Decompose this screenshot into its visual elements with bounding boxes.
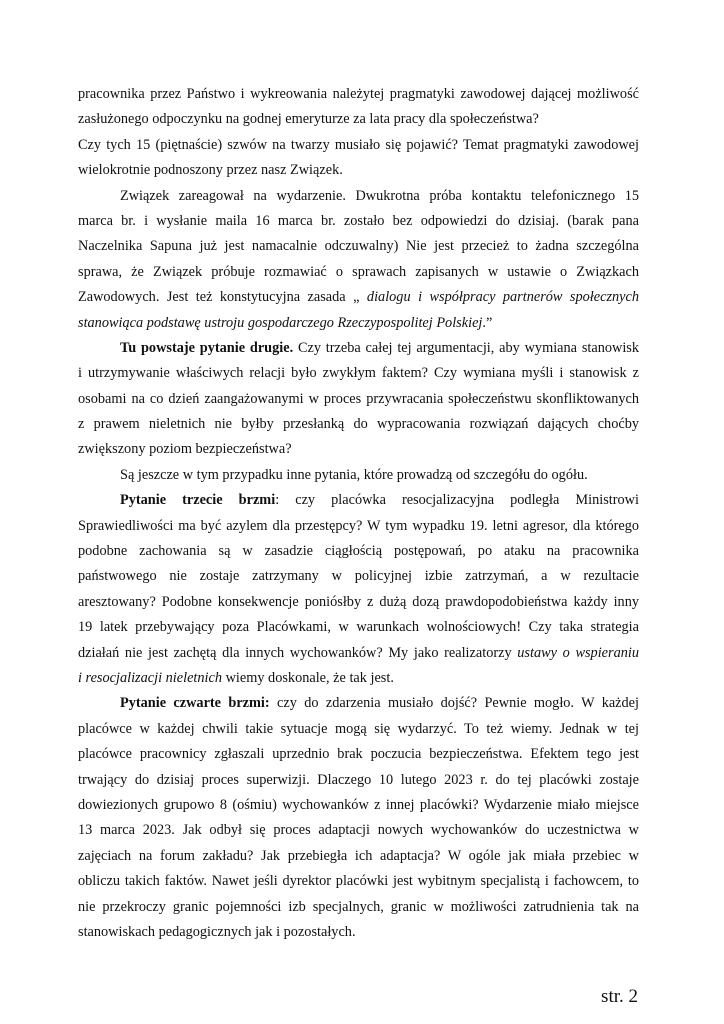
paragraph-line: placówce pracownicy zgłaszali uprzednio brak poczucia bezpieczeństwa. Efektem tego jest: [78, 746, 639, 763]
paragraph-line: placówce w każdej chwili takie sytuacje mogą się wydarzyć. To też wiemy. Jednak w tej: [78, 720, 639, 737]
paragraph-line: nie przekroczy granic pojemności izb specjalnych, granic w możliwości zatrudnienia tak na: [78, 898, 639, 915]
paragraph-line: stanowiąca podstawę ustroju gospodarczego Rzeczypospolitej Polskiej.”: [78, 314, 493, 331]
paragraph-line: 19 latek przebywający poza Placówkami, w warunkach wolnościowych! Czy taka strategia: [78, 619, 639, 636]
bold-heading-inline: Tu powstaje pytanie drugie.: [120, 339, 294, 356]
paragraph-line: stanowiskach pedagogicznych jak i pozostałych.: [78, 923, 356, 940]
bold-heading-inline: Pytanie trzecie brzmi: [120, 492, 276, 509]
paragraph-line: dowiezionych grupowo 8 (ośmiu) wychowanków z innej placówki? Wydarzenie miało miejsce: [78, 796, 639, 813]
paragraph-line: sprawa, że Związek próbuje rozmawiać o sprawach zapisanych w ustawie o Związkach: [78, 263, 639, 280]
page-number: str. 2: [601, 986, 638, 1007]
paragraph-line: Związek zareagował na wydarzenie. Dwukrotna próba kontaktu telefonicznego 15: [120, 187, 639, 204]
paragraph-line: zajęciach na forum zakładu? Jak przebiegła ich adaptacja? W ogóle jak miała przebiec w: [78, 847, 639, 864]
paragraph-line: marca br. i wysłanie maila 16 marca br. zostało bez odpowiedzi do dzisiaj. (barak pana: [78, 212, 639, 229]
paragraph-line: wielokrotnie podnoszony przez nasz Związek.: [78, 162, 343, 179]
paragraph-line: Naczelnika Sapuna już jest namacalnie odczuwalny) Nie jest przecież to żadna szczególna: [78, 238, 639, 255]
paragraph-line: 13 marca 2023. Jak odbył się proces adaptacji nowych wychowanków do uczestnictwa w: [78, 822, 639, 839]
paragraph-line: z prawem nieletnich nie byłby przesłanką do wypracowania rozwiązań dających choćby: [78, 416, 639, 433]
paragraph-line: podobne zachowania są w zasadzie ciągłością postępowań, po ataku na pracownika: [78, 543, 639, 560]
italic-quote: stanowiąca podstawę ustroju gospodarczego Rzeczypospolitej Polskiej: [78, 314, 483, 331]
paragraph-line: Zawodowych. Jest też konstytucyjna zasada „ dialogu i współpracy partnerów społecznych: [78, 289, 639, 306]
paragraph-line: pracownika przez Państwo i wykreowania należytej pragmatyki zawodowej dającej możliwość: [78, 86, 639, 102]
paragraph-line: działań nie jest zachętą dla innych wychowanków? My jako realizatorzy ustawy o wspieraniu: [78, 644, 639, 661]
paragraph-line: Czy tych 15 (piętnaście) szwów na twarzy musiało się pojawić? Temat pragmatyki zawodowej: [78, 136, 639, 153]
paragraph-line: Są jeszcze w tym przypadku inne pytania, które prowadzą od szczegółu do ogółu.: [120, 466, 588, 483]
document-body: [78, 82, 639, 945]
italic-quote: dialogu i współpracy partnerów społecznych: [366, 289, 639, 306]
paragraph-line: zasłużonego odpoczynku na godnej emeryturze za lata pracy dla społeczeństwa?: [78, 111, 539, 128]
paragraph-line: obliczu takich faktów. Nawet jeśli dyrektor placówki jest wybitnym specjalistą i fachowcem, to: [78, 873, 639, 890]
paragraph-line: zwiększony poziom bezpieczeństwa?: [78, 441, 292, 458]
paragraph-line: osobami na co dzień zaangażowanymi w proces przywracania społeczeństwu skonfliktowanych: [78, 390, 639, 407]
paragraph-line: trwający do dzisiaj proces superwizji. Dlaczego 10 lutego 2023 r. do tej placówki zostaje: [78, 771, 639, 788]
paragraph-line: Tu powstaje pytanie drugie. Czy trzeba całej tej argumentacji, aby wymiana stanowisk: [120, 339, 639, 356]
italic-quote: i resocjalizacji nieletnich: [78, 669, 222, 686]
paragraph-line: i utrzymywanie właściwych relacji było zwykłym faktem? Czy wymiana myśli i stanowisk z: [78, 365, 639, 382]
paragraph-line: Pytanie czwarte brzmi: czy do zdarzenia musiało dojść? Pewnie mogło. W każdej: [120, 695, 639, 712]
paragraph-line: państwowego nie zostaje zatrzymany w policyjnej izbie zatrzymań, a w rezultacie: [78, 568, 639, 585]
paragraph-line: i resocjalizacji nieletnich wiemy doskonale, że tak jest.: [78, 669, 394, 686]
paragraph-line: aresztowany? Podobne konsekwencje poniósłby z dużą dozą prawdopodobieństwa każdy inny: [78, 593, 639, 610]
paragraph-line: Sprawiedliwości ma być azylem dla przestępcy? W tym wypadku 19. letni agresor, dla którego: [78, 517, 639, 534]
paragraph-line: Pytanie trzecie brzmi: czy placówka resocjalizacyjna podległa Ministrowi: [120, 492, 639, 509]
bold-heading-inline: Pytanie czwarte brzmi:: [120, 695, 270, 712]
italic-quote: ustawy o wspieraniu: [517, 644, 639, 661]
